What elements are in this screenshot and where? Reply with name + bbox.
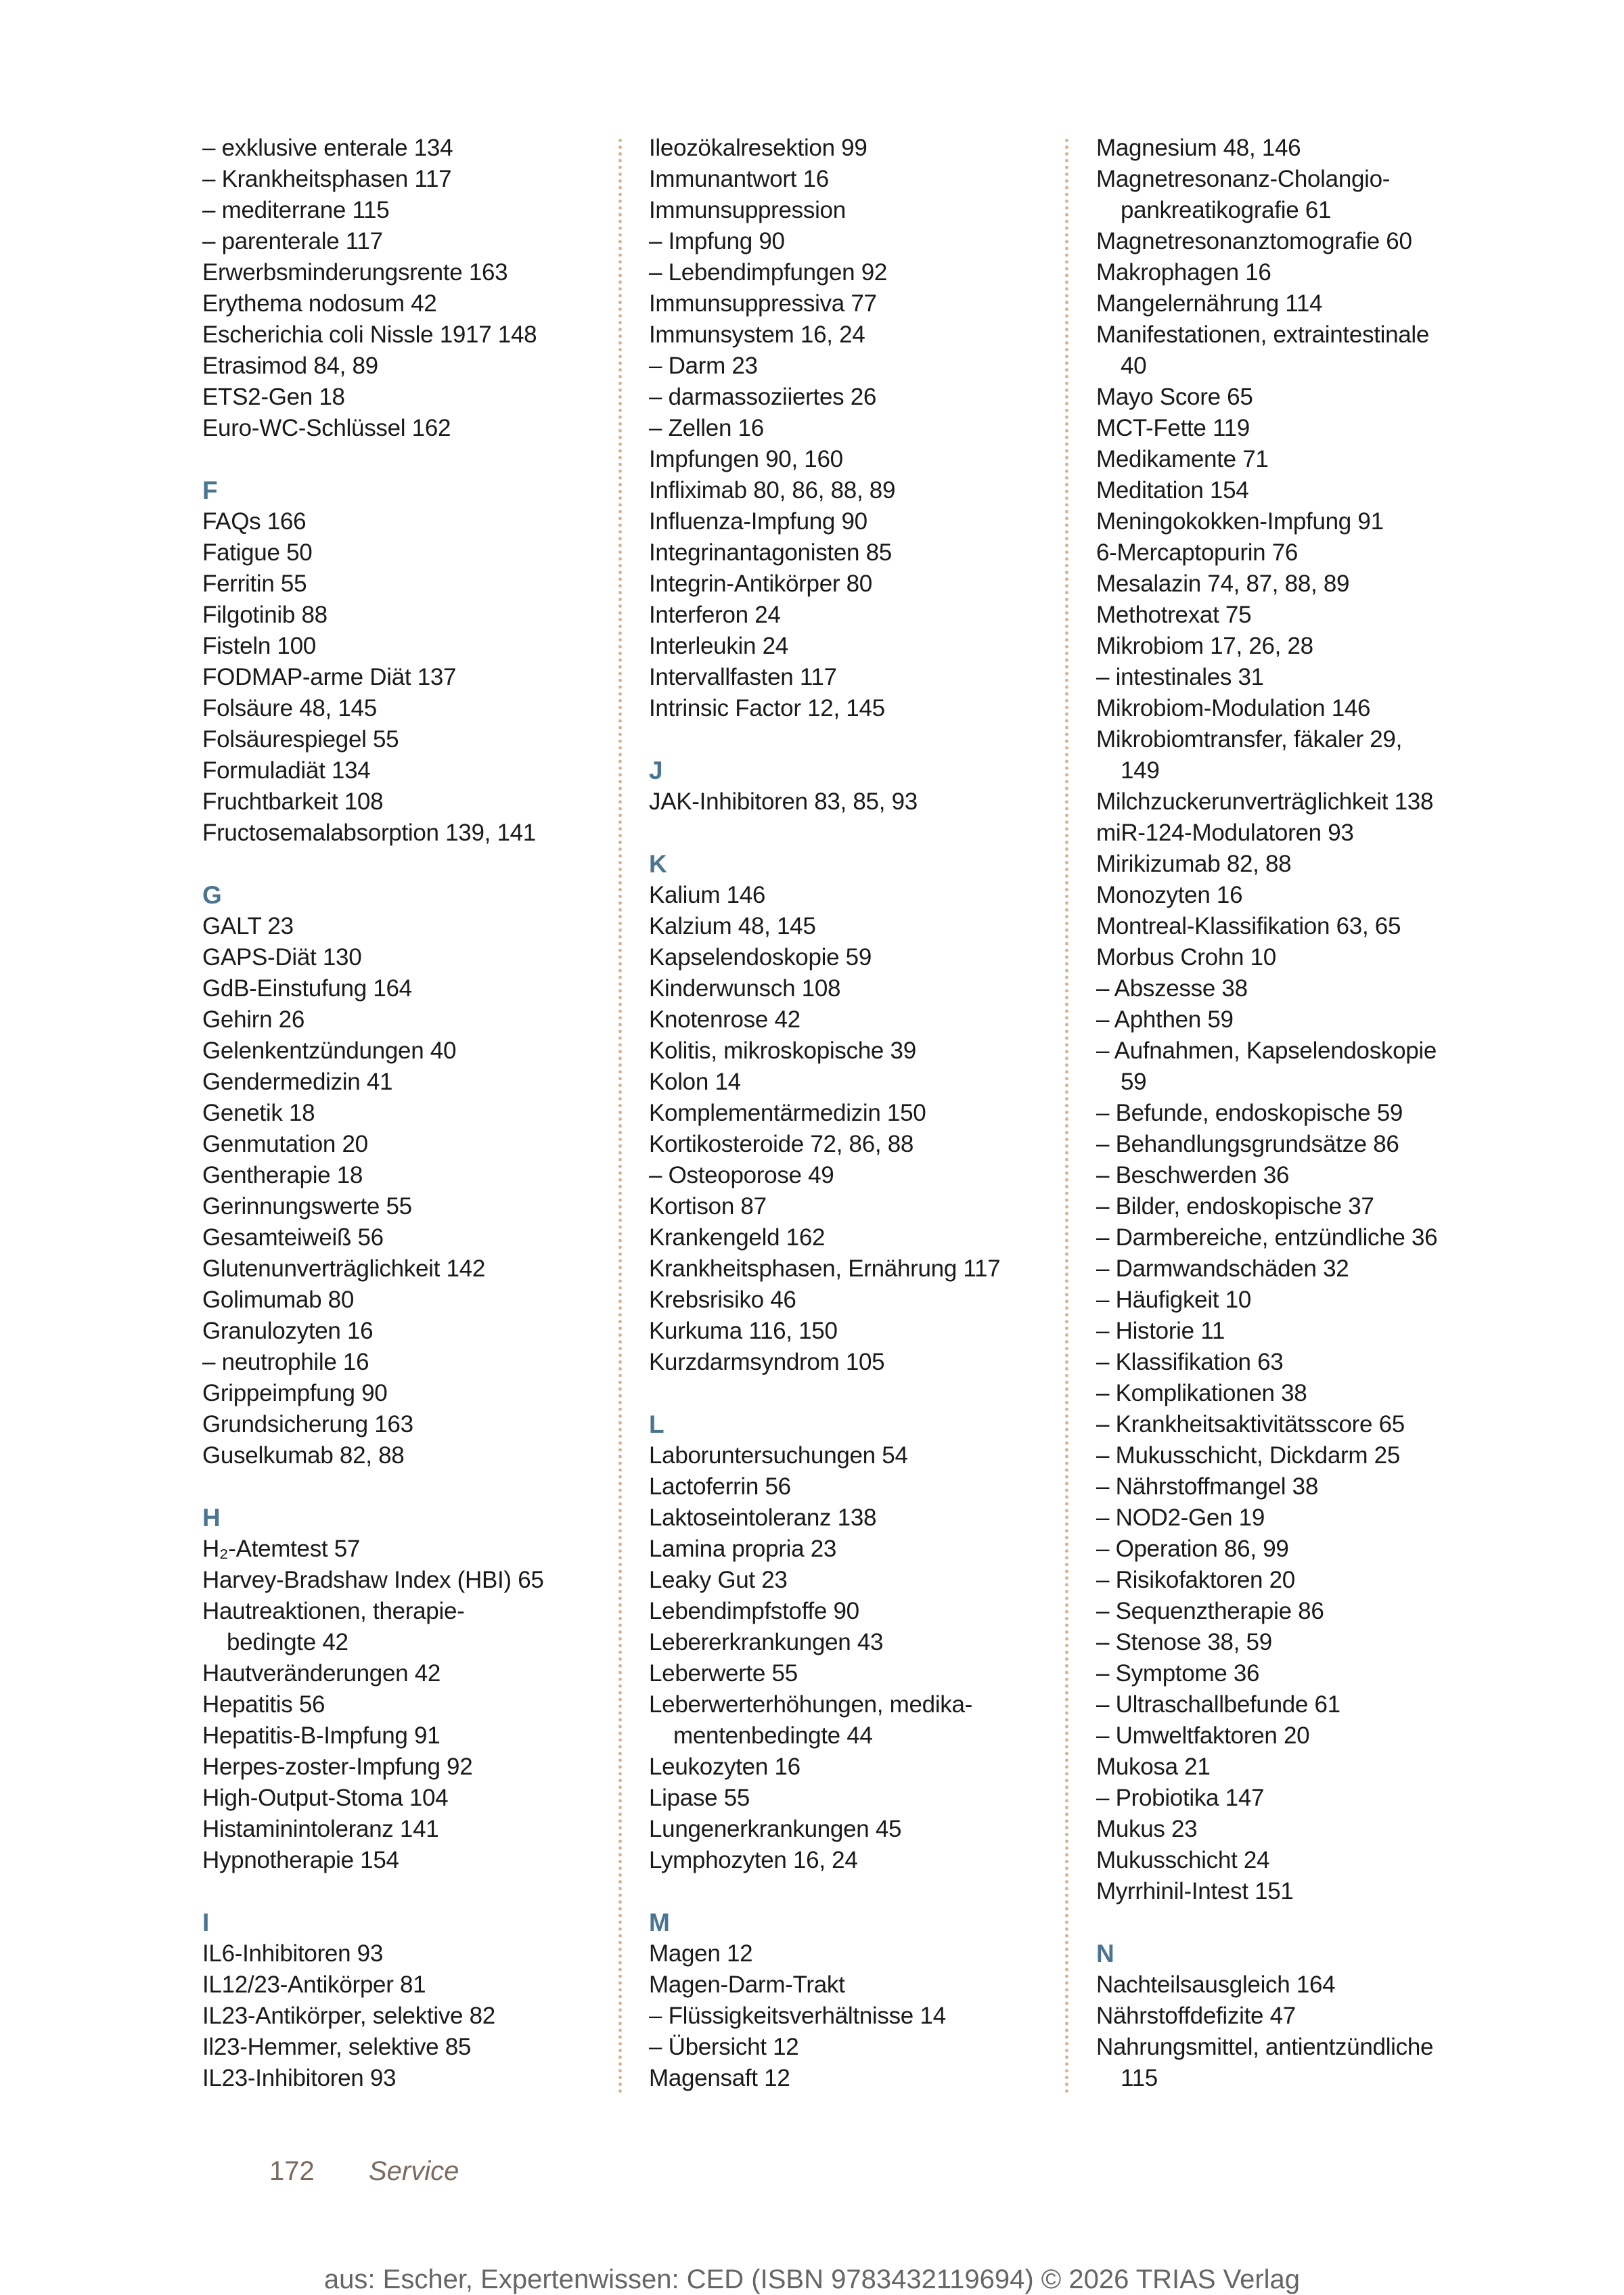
index-subentry: – parenterale 117 (202, 228, 383, 254)
index-entry: Monozyten 16 (1096, 882, 1243, 908)
index-subentry: – Nährstoffmangel 38 (1096, 1473, 1319, 1500)
index-entry: Glutenunverträglichkeit 142 (202, 1255, 485, 1282)
index-entry: Kolitis, mikroskopische 39 (649, 1038, 916, 1064)
index-entry: Leaky Gut 23 (649, 1567, 788, 1593)
index-entry: Magnetresonanz-Cholangio- pankreatikografie 61 (1096, 166, 1391, 223)
index-entry: Hautveränderungen 42 (202, 1660, 441, 1687)
index-entry: Mikrobiom-Modulation 146 (1096, 695, 1371, 721)
letter-heading: M (649, 1909, 670, 1936)
index-column-2 (649, 133, 1068, 2094)
index-entry: Impfungen 90, 160 (649, 446, 843, 472)
index-entry: Genmutation 20 (202, 1131, 368, 1157)
index-entry: Lamina propria 23 (649, 1536, 837, 1562)
index-entry: Gendermedizin 41 (202, 1069, 393, 1095)
index-entry: Meditation 154 (1096, 477, 1249, 504)
index-entry: Medikamente 71 (1096, 446, 1269, 472)
index-entry: IL23-Inhibitoren 93 (202, 2065, 397, 2091)
letter-heading: H (202, 1504, 221, 1532)
index-entry: Krankheitsphasen, Ernährung 117 (649, 1255, 1001, 1282)
index-entry: Interferon 24 (649, 602, 781, 628)
index-entry: Mangelernährung 114 (1096, 290, 1323, 317)
spacer (649, 724, 1068, 755)
index-entry: Methotrexat 75 (1096, 602, 1252, 628)
index-subentry: – Beschwerden 36 (1096, 1162, 1290, 1188)
index-entry: Knotenrose 42 (649, 1006, 800, 1033)
index-entry: Lymphozyten 16, 24 (649, 1847, 858, 1873)
index-entry: Interleukin 24 (649, 633, 788, 659)
index-subentry: – Operation 86, 99 (1096, 1536, 1289, 1562)
spacer (202, 444, 622, 475)
index-subentry: – NOD2-Gen 19 (1096, 1505, 1265, 1531)
index-entry: GdB-Einstufung 164 (202, 975, 412, 1002)
index-entry: Hautreaktionen, therapie- bedingte 42 (202, 1598, 465, 1655)
index-entry: Influenza-Impfung 90 (649, 508, 867, 535)
index-subentry: – Probiotika 147 (1096, 1785, 1265, 1811)
index-entry: Leberwerte 55 (649, 1660, 798, 1687)
index-entry: Erwerbsminderungsrente 163 (202, 259, 508, 286)
index-entry: Leukozyten 16 (649, 1754, 800, 1780)
index-subentry: – Lebendimpfungen 92 (649, 259, 888, 286)
page-number: 172 (269, 2156, 315, 2186)
index-entry: GAPS-Diät 130 (202, 944, 362, 971)
index-entry: Gesamteiweiß 56 (202, 1224, 384, 1251)
index-subentry: – Abszesse 38 (1096, 975, 1248, 1002)
spacer (649, 1378, 1068, 1409)
index-entry: Harvey-Bradshaw Index (HBI) 65 (202, 1567, 544, 1593)
index-entry: Etrasimod 84, 89 (202, 353, 378, 379)
index-entry: Filgotinib 88 (202, 602, 328, 628)
index-entry: Intervallfasten 117 (649, 664, 837, 690)
index-entry: Laktoseintoleranz 138 (649, 1505, 877, 1531)
index-entry: Kortison 87 (649, 1193, 767, 1220)
index-entry: Mikrobiom 17, 26, 28 (1096, 633, 1313, 659)
index-subentry: – Stenose 38, 59 (1096, 1629, 1272, 1655)
index-entry: Fruchtbarkeit 108 (202, 788, 384, 815)
index-entry: Gentherapie 18 (202, 1162, 363, 1188)
letter-heading: J (649, 757, 663, 784)
index-entry: Mirikizumab 82, 88 (1096, 851, 1292, 877)
spacer (649, 1876, 1068, 1907)
column-divider (618, 139, 622, 2095)
index-entry: High-Output-Stoma 104 (202, 1785, 449, 1811)
index-column-1 (202, 133, 622, 2094)
index-entry: Lungenerkrankungen 45 (649, 1816, 902, 1842)
index-entry: Il23-Hemmer, selektive 85 (202, 2034, 472, 2060)
index-subentry: – Flüssigkeitsverhältnisse 14 (649, 2003, 946, 2029)
index-entry: Mikrobiomtransfer, fäkaler 29, 149 (1096, 726, 1403, 784)
index-entry: FAQs 166 (202, 508, 307, 535)
index-subentry: – Osteoporose 49 (649, 1162, 834, 1188)
index-entry: Kortikosteroide 72, 86, 88 (649, 1131, 914, 1157)
index-entry: Kolon 14 (649, 1069, 741, 1095)
spacer (649, 818, 1068, 849)
index-entry: Escherichia coli Nissle 1917 148 (202, 321, 537, 348)
index-entry: Genetik 18 (202, 1100, 315, 1126)
spacer (202, 849, 622, 880)
letter-heading: F (202, 476, 218, 504)
index-entry: Fisteln 100 (202, 633, 316, 659)
index-entry: Grundsicherung 163 (202, 1411, 413, 1438)
spacer (1096, 1907, 1516, 1938)
index-entry: IL6-Inhibitoren 93 (202, 1940, 384, 1967)
index-entry: Integrin-Antikörper 80 (649, 571, 872, 597)
index-entry: Magen 12 (649, 1940, 753, 1967)
index-entry: Erythema nodosum 42 (202, 290, 437, 317)
index-entry: Integrinantagonisten 85 (649, 539, 892, 566)
index-entry: Morbus Crohn 10 (1096, 944, 1276, 971)
index-entry: Gelenkentzündungen 40 (202, 1038, 457, 1064)
index-subentry: – Historie 11 (1096, 1318, 1225, 1344)
index-entry: Mayo Score 65 (1096, 384, 1253, 410)
index-subentry: – Impfung 90 (649, 228, 785, 254)
index-subentry: – Klassifikation 63 (1096, 1349, 1284, 1375)
index-entry: Intrinsic Factor 12, 145 (649, 695, 885, 721)
section-title: Service (369, 2156, 459, 2186)
index-entry: Manifestationen, extraintestinale 40 (1096, 321, 1430, 379)
index-entry: Folsäurespiegel 55 (202, 726, 399, 753)
index-entry: Histaminintoleranz 141 (202, 1816, 439, 1842)
index-subentry: – exklusive enterale 134 (202, 135, 453, 161)
index-entry: IL12/23-Antikörper 81 (202, 1971, 426, 1998)
index-entry: Golimumab 80 (202, 1287, 355, 1313)
index-entry: Leberwerterhöhungen, medika- mentenbedingte 44 (649, 1691, 973, 1749)
index-entry: Fructosemalabsorption 139, 141 (202, 820, 536, 846)
index-subentry: – Sequenztherapie 86 (1096, 1598, 1324, 1624)
index-subentry: – Komplikationen 38 (1096, 1380, 1307, 1406)
index-entry: Lactoferrin 56 (649, 1473, 791, 1500)
index-entry: Krankengeld 162 (649, 1224, 826, 1251)
index-entry: Meningokokken-Impfung 91 (1096, 508, 1384, 535)
index-entry: Kapselendoskopie 59 (649, 944, 872, 971)
index-entry: Gerinnungswerte 55 (202, 1193, 412, 1220)
spacer (202, 1876, 622, 1907)
index-entry: Kalzium 48, 145 (649, 913, 816, 939)
letter-heading: N (1096, 1940, 1114, 1967)
index-entry: Ferritin 55 (202, 571, 307, 597)
index-entry: Euro-WC-Schlüssel 162 (202, 415, 451, 441)
index-entry: Ileozökalresektion 99 (649, 135, 867, 161)
index-entry: Infliximab 80, 86, 88, 89 (649, 477, 896, 504)
index-entry: Kurzdarmsyndrom 105 (649, 1349, 885, 1375)
index-entry: Kinderwunsch 108 (649, 975, 841, 1002)
index-entry: MCT-Fette 119 (1096, 415, 1250, 441)
index-subentry: – Bilder, endoskopische 37 (1096, 1193, 1374, 1220)
index-entry: Nahrungsmittel, antientzündliche 115 (1096, 2034, 1434, 2091)
index-entry: Fatigue 50 (202, 539, 313, 566)
index-entry: Hypnotherapie 154 (202, 1847, 399, 1873)
index-entry: Krebsrisiko 46 (649, 1287, 796, 1313)
letter-heading: G (202, 881, 222, 909)
column-divider (1065, 139, 1068, 2095)
letter-heading: L (649, 1410, 664, 1438)
index-entry: Laboruntersuchungen 54 (649, 1442, 908, 1469)
index-entry: Kalium 146 (649, 882, 766, 908)
index-subentry: – mediterrane 115 (202, 197, 390, 223)
index-entry: Guselkumab 82, 88 (202, 1442, 405, 1469)
index-entry: Gehirn 26 (202, 1006, 305, 1033)
index-subentry: – Umweltfaktoren 20 (1096, 1722, 1310, 1749)
index-subentry: – Aphthen 59 (1096, 1006, 1234, 1033)
letter-heading: I (202, 1909, 209, 1936)
index-entry: Granulozyten 16 (202, 1318, 374, 1344)
index-column-3 (1096, 133, 1516, 2094)
index-entry: IL23-Antikörper, selektive 82 (202, 2003, 495, 2029)
letter-heading: K (649, 850, 667, 878)
index-entry: Lebendimpfstoffe 90 (649, 1598, 859, 1624)
index-subentry: – Krankheitsaktivitätsscore 65 (1096, 1411, 1405, 1438)
index-entry: Mukusschicht 24 (1096, 1847, 1270, 1873)
index-subentry: – Darmwandschäden 32 (1096, 1255, 1349, 1282)
index-entry: Kurkuma 116, 150 (649, 1318, 838, 1344)
index-entry: Milchzuckerunverträglichkeit 138 (1096, 788, 1434, 815)
index-entry: Hepatitis 56 (202, 1691, 325, 1718)
index-entry: FODMAP-arme Diät 137 (202, 664, 457, 690)
index-entry: miR-124-Modulatoren 93 (1096, 820, 1354, 846)
index-entry: Grippeimpfung 90 (202, 1380, 388, 1406)
index-entry: Mukosa 21 (1096, 1754, 1211, 1780)
index-subentry: – Aufnahmen, Kapselendoskopie 59 (1096, 1038, 1437, 1095)
index-entry: 6-Mercaptopurin 76 (1096, 539, 1299, 566)
index-subentry: – Krankheitsphasen 117 (202, 166, 452, 192)
index-entry: Montreal-Klassifikation 63, 65 (1096, 913, 1401, 939)
spacer (202, 1471, 622, 1502)
index-entry: Magnetresonanztomografie 60 (1096, 228, 1412, 254)
index-subentry: – Häufigkeit 10 (1096, 1287, 1251, 1313)
index-entry: Nährstoffdefizite 47 (1096, 2003, 1296, 2029)
index-subentry: – Symptome 36 (1096, 1660, 1260, 1687)
index-entry: Mesalazin 74, 87, 88, 89 (1096, 571, 1350, 597)
index-entry: Magensaft 12 (649, 2065, 790, 2091)
index-subentry: – darmassoziiertes 26 (649, 384, 877, 410)
index-subentry: – Befunde, endoskopische 59 (1096, 1100, 1403, 1126)
index-subentry: – intestinales 31 (1096, 664, 1264, 690)
index-subentry: – Risikofaktoren 20 (1096, 1567, 1295, 1593)
index-entry: Komplementärmedizin 150 (649, 1100, 926, 1126)
index-subentry: – Darm 23 (649, 353, 758, 379)
index-entry: Myrrhinil-Intest 151 (1096, 1878, 1294, 1904)
index-subentry: – neutrophile 16 (202, 1349, 369, 1375)
index-entry: Lebererkrankungen 43 (649, 1629, 884, 1655)
index-entry: GALT 23 (202, 913, 294, 939)
index-entry: Magen-Darm-Trakt (649, 1971, 845, 1998)
index-subentry: – Übersicht 12 (649, 2034, 799, 2060)
index-entry: JAK-Inhibitoren 83, 85, 93 (649, 788, 918, 815)
index-entry: Immunsystem 16, 24 (649, 321, 865, 348)
index-entry: Hepatitis-B-Impfung 91 (202, 1722, 441, 1749)
index-entry: H₂-Atemtest 57 (202, 1536, 361, 1562)
index-entry: ETS2-Gen 18 (202, 384, 345, 410)
index-entry: Makrophagen 16 (1096, 259, 1271, 286)
copyright-notice: aus: Escher, Expertenwissen: CED (ISBN 9783432119694) © 2026 TRIAS Verlag (323, 2265, 1301, 2294)
index-subentry: – Ultraschallbefunde 61 (1096, 1691, 1340, 1718)
index-subentry: – Mukusschicht, Dickdarm 25 (1096, 1442, 1401, 1469)
index-entry: Herpes-zoster-Impfung 92 (202, 1754, 473, 1780)
index-entry: Mukus 23 (1096, 1816, 1198, 1842)
index-entry: Magnesium 48, 146 (1096, 135, 1301, 161)
index-subentry: – Darmbereiche, entzündliche 36 (1096, 1224, 1438, 1251)
index-entry: Nachteilsausgleich 164 (1096, 1971, 1336, 1998)
index-subentry: – Behandlungsgrundsätze 86 (1096, 1131, 1399, 1157)
index-entry: Immunsuppressiva 77 (649, 290, 877, 317)
index-entry: Lipase 55 (649, 1785, 750, 1811)
index-subentry: – Zellen 16 (649, 415, 764, 441)
index-entry: Immunantwort 16 (649, 166, 829, 192)
index-entry: Folsäure 48, 145 (202, 695, 377, 721)
index-entry: Immunsuppression (649, 197, 846, 223)
index-entry: Formuladiät 134 (202, 757, 371, 784)
